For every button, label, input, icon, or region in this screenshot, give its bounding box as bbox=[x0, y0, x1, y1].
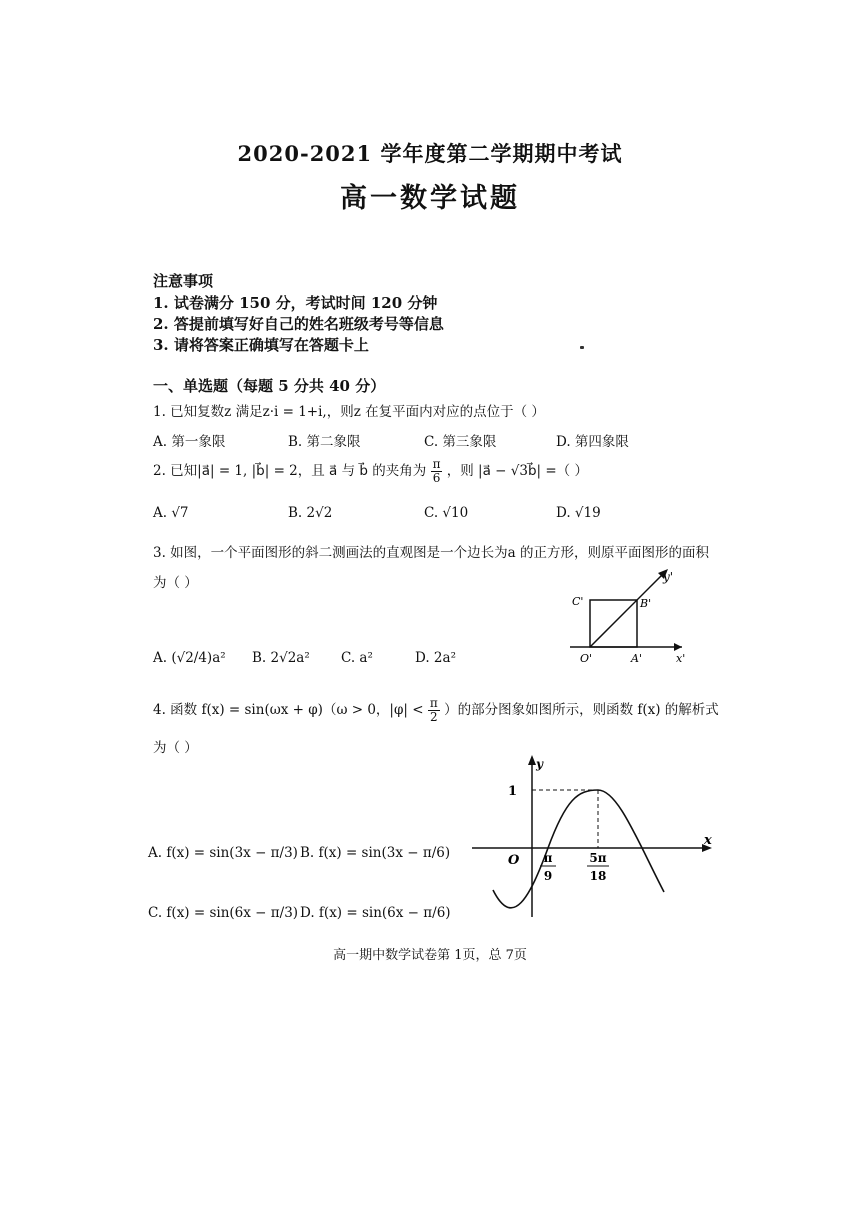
question-1-option-d: D. 第四象限 bbox=[556, 434, 629, 450]
question-3-stem-line2: 为（ ） bbox=[153, 575, 198, 591]
question-3-option-a: A. (√2/4)a² bbox=[153, 650, 226, 666]
question-3-option-d: D. 2a² bbox=[415, 650, 456, 666]
notice-heading: 注意事项 bbox=[153, 272, 214, 290]
question-4-option-b: B. f(x) = sin(3x − π/6) bbox=[300, 845, 451, 861]
tick-5pi-18-denominator: 18 bbox=[589, 869, 607, 883]
y-axis-label: y bbox=[536, 757, 543, 771]
question-4-stem-part1: 4. 函数 f(x) = sin(ωx + φ)（ω > 0，|φ| < bbox=[153, 702, 424, 718]
question-2-stem-part1: 2. 已知|a⃗| = 1, |b⃗| = 2，且 a⃗ 与 b⃗ 的夹角为 bbox=[153, 463, 427, 479]
tick-5pi-18-numerator: 5π bbox=[589, 851, 607, 865]
exam-subject-title: 高一数学试题 bbox=[340, 183, 520, 214]
question-2-stem-part2: ，则 |a⃗ − √3b⃗| =（ ） bbox=[446, 463, 588, 479]
tick-pi-9-numerator: π bbox=[543, 851, 553, 865]
question-2-stem bbox=[153, 458, 588, 485]
y-axis-label: y' bbox=[663, 570, 674, 584]
question-1-option-a: A. 第一象限 bbox=[153, 434, 226, 450]
question-2-option-d: D. √19 bbox=[556, 505, 601, 521]
question-3-option-c: C. a² bbox=[341, 650, 373, 666]
fraction-denominator: 2 bbox=[430, 710, 438, 724]
notice-item-3: 3. 请将答案正确填写在答题卡上 bbox=[153, 336, 369, 354]
question-4-option-a: A. f(x) = sin(3x − π/3) bbox=[148, 845, 298, 861]
point-b-label: B' bbox=[640, 597, 652, 610]
question-4-option-c: C. f(x) = sin(6x − π/3) bbox=[148, 905, 299, 921]
x-axis-label: x bbox=[704, 833, 712, 848]
point-c-label: C' bbox=[572, 595, 584, 608]
fraction-denominator: 6 bbox=[432, 471, 441, 485]
question-4-stem-line2: 为（ ） bbox=[153, 740, 198, 756]
question-4-stem-part2: ）的部分图象如图所示，则函数 f(x) 的解析式 bbox=[444, 702, 719, 718]
x-axis-arrow bbox=[674, 643, 682, 651]
y-one-label: 1 bbox=[508, 784, 518, 799]
question-4-option-d: D. f(x) = sin(6x − π/6) bbox=[300, 905, 451, 921]
question-4-stem bbox=[153, 697, 719, 724]
notice-item-2: 2. 答提前填写好自己的姓名班级考号等信息 bbox=[153, 315, 444, 333]
sine-curve bbox=[493, 790, 664, 908]
scan-speck bbox=[580, 346, 584, 349]
fraction-numerator: π bbox=[429, 696, 438, 710]
question-4-phi-bound-fraction bbox=[428, 697, 440, 724]
tick-pi-9-denominator: 9 bbox=[543, 869, 553, 883]
question-2-option-b: B. 2√2 bbox=[288, 505, 333, 521]
exam-title: 2020-2021 学年度第二学期期中考试 bbox=[237, 141, 623, 166]
fraction-numerator: π bbox=[432, 457, 441, 471]
question-3-option-b: B. 2√2a² bbox=[252, 650, 310, 666]
question-1-option-c: C. 第三象限 bbox=[424, 434, 497, 450]
question-1-stem: 1. 已知复数z 满足z·i = 1+i,，则z 在复平面内对应的点位于（ ） bbox=[153, 404, 545, 420]
question-1-option-b: B. 第二象限 bbox=[288, 434, 361, 450]
y-axis-line bbox=[590, 573, 664, 647]
notice-item-1: 1. 试卷满分 150 分，考试时间 120 分钟 bbox=[153, 294, 438, 312]
question-3-stem-line1: 3. 如图，一个平面图形的斜二测画法的直观图是一个边长为a 的正方形，则原平面图形的面积 bbox=[153, 545, 710, 561]
origin-label: O' bbox=[580, 652, 593, 665]
origin-label: O bbox=[508, 853, 520, 868]
page-footer: 高一期中数学试卷第 1页，总 7页 bbox=[333, 948, 527, 963]
question-2-angle-fraction bbox=[431, 458, 443, 485]
point-a-label: A' bbox=[631, 652, 642, 665]
x-axis-label: x' bbox=[676, 652, 686, 665]
question-2-option-c: C. √10 bbox=[424, 505, 469, 521]
question-4-figure bbox=[468, 752, 720, 922]
question-3-figure bbox=[560, 565, 720, 670]
section-heading: 一、单选题（每题 5 分共 40 分） bbox=[153, 377, 386, 395]
y-axis-arrow bbox=[528, 755, 536, 765]
question-2-option-a: A. √7 bbox=[153, 505, 189, 521]
